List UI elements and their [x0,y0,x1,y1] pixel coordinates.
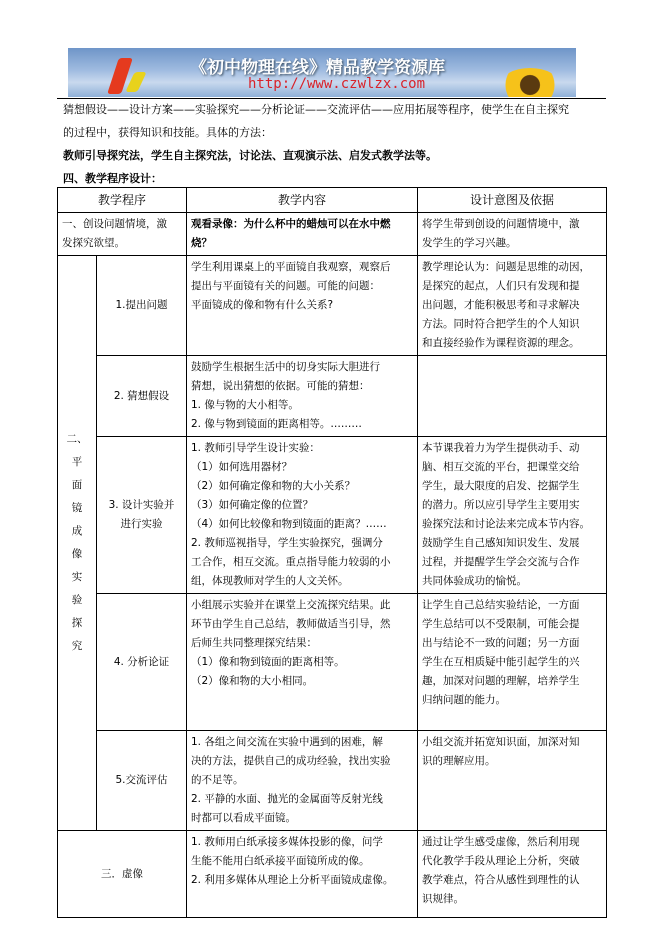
group-label-char: 面 [71,479,83,491]
intent-line: 学生总结可以不受限制，可能会提 [422,618,580,630]
header-rule [57,98,606,99]
step-name-cell [97,731,187,831]
content-line: 提出与平面镜有关的问题。可能的问题： [191,280,380,292]
intent-line: 归纳问题的能力。 [422,694,506,706]
content-line: 组，体现教师对学生的人文关怀。 [191,575,349,587]
content-line: （4）如何比较像和物到镜面的距离？…… [191,518,387,530]
content-line: 烧？ [191,237,212,249]
sunflower-icon [500,68,560,97]
content-line: 1. 像与物的大小相等。 [191,399,299,411]
procedure-cell [58,213,187,256]
content-cell [187,356,418,437]
content-line: 生能不能用白纸承接平面镜所成的像。 [191,855,370,867]
intro-line-1: 猜想假设——设计方案——实验探究——分析论证——交流评估——应用拓展等程序，使学生在自主探究 [63,103,569,116]
content-line: 1. 各组之间交流在实验中遇到的困难，解 [191,736,383,748]
step-name-cell [97,256,187,356]
step-name-cell [97,594,187,731]
content-line: 2. 教师巡视指导，学生实验探究，强调分 [191,537,383,549]
step-name: 3. 设计实验并 进行实验 [108,499,175,530]
intent-line: 教学理论认为：问题是思维的动因， [422,261,590,273]
table-row [58,356,607,437]
group-label-cell [58,256,97,831]
teaching-methods: 教师引导探究法，学生自主探究法，讨论法、直观演示法、启发式教学法等。 [63,149,437,162]
content-line: 1. 教师引导学生设计实验： [191,442,320,454]
intent-line: 过程，并提醒学生学会交流与合作 [422,556,580,568]
procedure-line: 一、创设问题情境，激 [62,218,167,230]
intent-line: 趣，加深对问题的理解，培养学生 [422,675,580,687]
banner-url: http://www.czwlzx.com [248,76,426,92]
intent-line: 学生在互相质疑中能引起学生的兴 [422,656,580,668]
group-label-char: 二、 [66,433,88,445]
intent-line: 的潜力。所以应引导学生主要用实 [422,499,580,511]
table-row [58,731,607,831]
intent-line: 脑、相互交流的平台，把课堂交给 [422,461,580,473]
group-label-char: 平 [71,456,83,468]
content-cell [187,213,418,256]
content-cell [187,594,418,731]
group-label-char: 究 [71,640,83,652]
content-line: （1）像和物到镜面的距离相等。 [191,656,345,668]
content-line: 的不足等。 [191,774,244,786]
group-label-char: 成 [71,525,83,537]
teaching-procedure-table [57,187,607,918]
intent-cell [418,731,607,831]
step-name-cell [97,356,187,437]
intent-line: 出与结论不一致的问题；另一方面 [422,637,580,649]
step-name: 1.提出问题 [115,299,168,311]
intent-cell [418,213,607,256]
content-line: （2）像和物的大小相同。 [191,675,314,687]
intent-cell [418,831,607,918]
intent-line: 识规律。 [422,893,464,905]
table-header-row [58,188,607,213]
table-row [58,256,607,356]
intent-line: 鼓励学生自己感知知识发生、发展 [422,537,580,549]
table-row [58,437,607,594]
content-cell [187,731,418,831]
intent-line: 教学难点，符合从感性到理性的认 [422,874,580,886]
table-row [58,213,607,256]
intent-line: 发学生的学习兴趣。 [422,237,517,249]
content-line: 2. 像与物到镜面的距离相等。……… [191,418,362,430]
intent-line: 识的理解应用。 [422,755,496,767]
intent-line: 学生，最大限度的启发、挖掘学生 [422,480,580,492]
intent-cell [418,437,607,594]
header-banner [68,48,576,97]
content-line: 猜想，说出猜想的依据。可能的猜想： [191,380,370,392]
intro-line-2: 的过程中，获得知识和技能。具体的方法： [63,126,272,139]
content-line: 学生利用课桌上的平面镜自我观察，观察后 [191,261,391,273]
intent-line: 和直接经验作为课程资源的理念。 [422,337,580,349]
group-label-char: 探 [71,617,83,629]
group-label-char: 镜 [71,502,83,514]
section-heading: 四、教学程序设计： [63,172,162,185]
content-line: 2. 利用多媒体从理论上分析平面镜成虚像。 [191,874,394,886]
content-line: 小组展示实验并在课堂上交流探究结果。此 [191,599,391,611]
intent-line: 是探究的起点，人们只有发现和提 [422,280,580,292]
content-line: 后师生共同整理探究结果： [191,637,317,649]
content-cell [187,256,418,356]
content-cell [187,831,418,918]
content-line: 环节由学生自己总结，教师做适当引导，然 [191,618,391,630]
content-line: 时都可以看成平面镜。 [191,812,296,824]
column-header: 教学程序 [58,188,187,213]
procedure-cell: 三．虚像 [58,831,187,918]
column-header: 教学内容 [187,188,418,213]
content-line: 2. 平静的水面、抛光的金属面等反射光线 [191,793,383,805]
content-line: （1）如何选用器材？ [191,461,293,473]
intent-line: 将学生带到创设的问题情境中，激 [422,218,580,230]
content-cell [187,437,418,594]
group-label-char: 验 [71,594,83,606]
content-line: 观看录像：为什么杯中的蜡烛可以在水中燃 [191,218,391,230]
content-line: 工合作，相互交流。重点指导能力较弱的小 [191,556,391,568]
table-row [58,594,607,731]
content-line: 鼓励学生根据生活中的切身实际大胆进行 [191,361,380,373]
step-name: 4. 分析论证 [113,655,170,668]
procedure-line: 发探究欲望。 [62,237,125,249]
intent-line: 共同体验成功的愉悦。 [422,575,527,587]
intent-line: 让学生自己总结实验结论，一方面 [422,599,580,611]
intent-cell [418,594,607,731]
step-name: 5.交流评估 [115,774,168,786]
intent-line: 方法。同时符合把学生的个人知识 [422,318,580,330]
group-label-char: 实 [71,571,83,583]
content-line: （2）如何确定像和物的大小关系？ [191,480,356,492]
intent-cell [418,256,607,356]
content-line: 1. 教师用白纸承接多媒体投影的像，问学 [191,836,383,848]
table-row [58,831,607,918]
banner-title: 《初中物理在线》精品教学资源库 [190,58,445,78]
intent-cell [418,356,607,437]
intent-line: 本节课我着力为学生提供动手、动 [422,442,580,454]
intent-line: 小组交流并拓宽知识面，加深对知 [422,736,580,748]
column-header: 设计意图及依据 [418,188,607,213]
logo-accent-icon [125,72,146,92]
content-line: 决的方法，提供自己的成功经验，找出实验 [191,755,391,767]
intent-line: 出问题，才能积极思考和寻求解决 [422,299,580,311]
group-label-char: 像 [71,548,83,560]
intent-line: 通过让学生感受虚像，然后利用现 [422,836,580,848]
step-name-cell [97,437,187,594]
step-name: 2. 猜想假设 [113,389,170,402]
content-line: （3）如何确定像的位置？ [191,499,314,511]
intent-line: 代化教学手段从理论上分析，突破 [422,855,580,867]
content-line: 平面镜成的像和物有什么关系? [191,299,334,311]
intent-line: 验探究法和讨论法来完成本节内容。 [422,518,590,530]
